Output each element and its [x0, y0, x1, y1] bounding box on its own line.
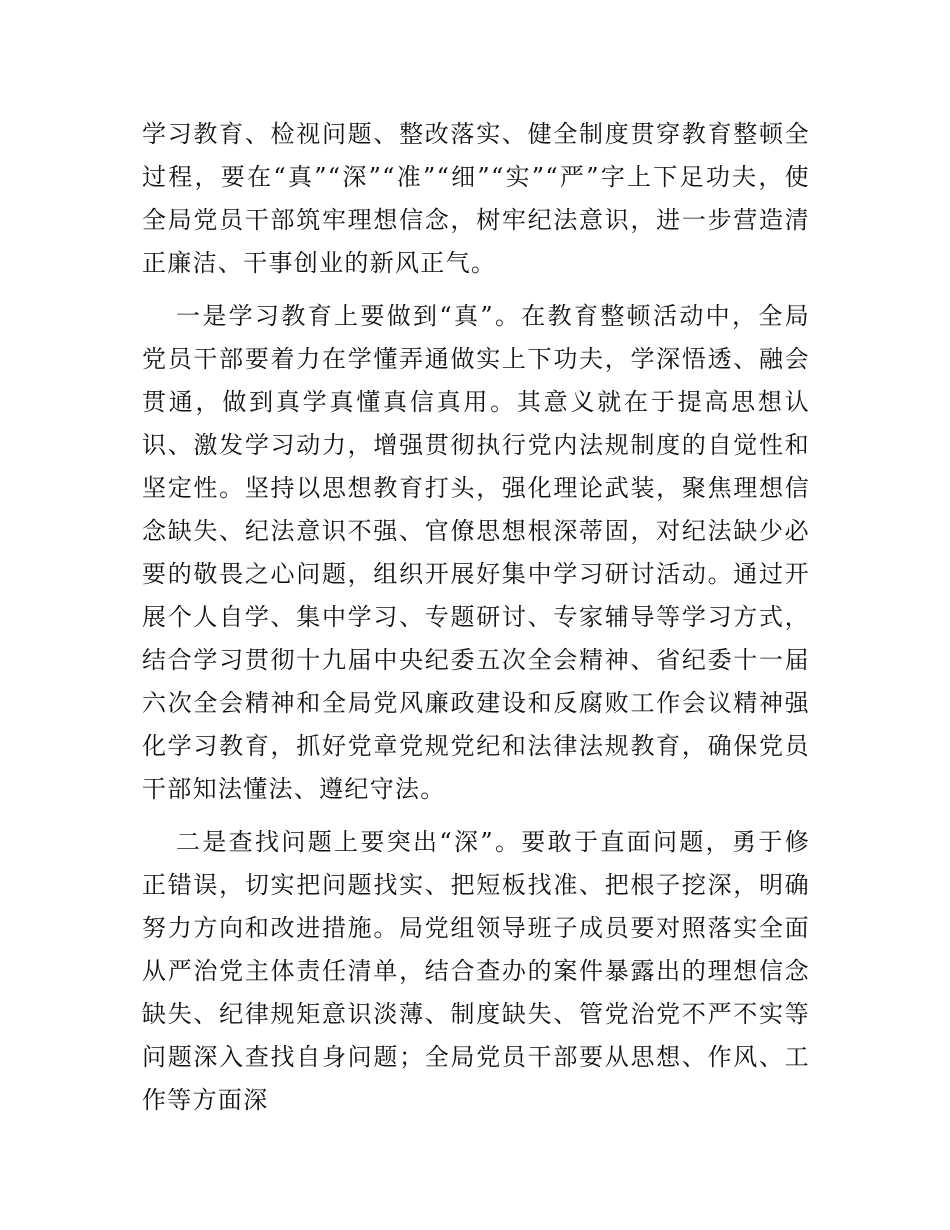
paragraph-study-education: 一是学习教育上要做到“真”。在教育整顿活动中，全局党员干部要着力在学懂弄通做实上下功夫，学深悟透、融会贯通，做到真学真懂真信真用。其意义就在于提高思想认识、激发学习动力，增强贯彻执行党内法规制度的自觉性和坚定性。坚持以思想教育打头，强化理论武装，聚焦理想信念缺失、纪法意识不强、官僚思想根深蒂固，对纪法缺少必要的敬畏之心问题，组织开展好集中学习研讨活动。通过开展个人自学、集中学习、专题研讨、专家辅导等学习方式，结合学习贯彻十九届中央纪委五次全会精神、省纪委十一届六次全会精神和全局党风廉政建设和反腐败工作会议精神强化学习教育，抓好党章党规党纪和法律法规教育，确保党员干部知法懂法、遵纪守法。: [142, 302, 810, 803]
paragraph-intro: 学习教育、检视问题、整改落实、健全制度贯穿教育整顿全过程，要在“真”“深”“准”“细”“实”“严”字上下足功夫，使全局党员干部筑牢理想信念，树牢纪法意识，进一步营造清正廉洁、干事创业的新风正气。: [142, 120, 810, 277]
document-page: [142, 113, 810, 1132]
paragraph-find-problems: 二是查找问题上要突出“深”。要敢于直面问题，勇于修正错误，切实把问题找实、把短板找准、把根子挖深，明确努力方向和改进措施。局党组领导班子成员要对照落实全面从严治党主体责任清单，结合查办的案件暴露出的理想信念缺失、纪律规矩意识淡薄、制度缺失、管党治党不严不实等问题深入查找自身问题；全局党员干部要从思想、作风、工作等方面深: [142, 828, 810, 1114]
